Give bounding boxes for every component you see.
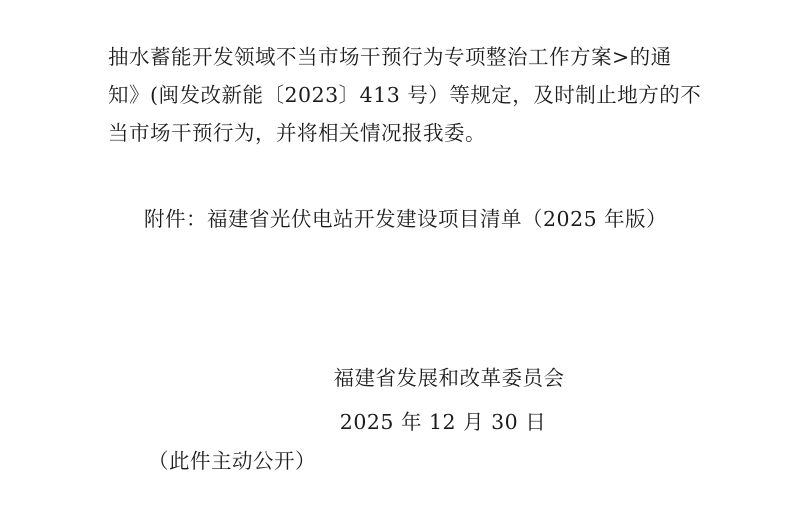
disclosure-note: （此件主动公开） <box>148 449 316 473</box>
body-paragraph-line: 当市场干预行为，并将相关情况报我委。 <box>108 121 486 145</box>
document-body <box>108 38 702 152</box>
issuing-organization: 福建省发展和改革委员会 <box>333 366 565 390</box>
signature-block <box>0 360 794 440</box>
issue-date: 2025 年 12 月 30 日 <box>339 410 547 434</box>
attachment-line: 附件：福建省光伏电站开发建设项目清单（2025 年版） <box>144 207 668 231</box>
body-paragraph-line: 知》(闽发改新能〔2023〕413 号）等规定，及时制止地方的不 <box>108 83 702 107</box>
body-paragraph-line: 抽水蓄能开发领域不当市场干预行为专项整治工作方案>的通 <box>108 45 672 69</box>
attachment-section <box>108 200 708 238</box>
